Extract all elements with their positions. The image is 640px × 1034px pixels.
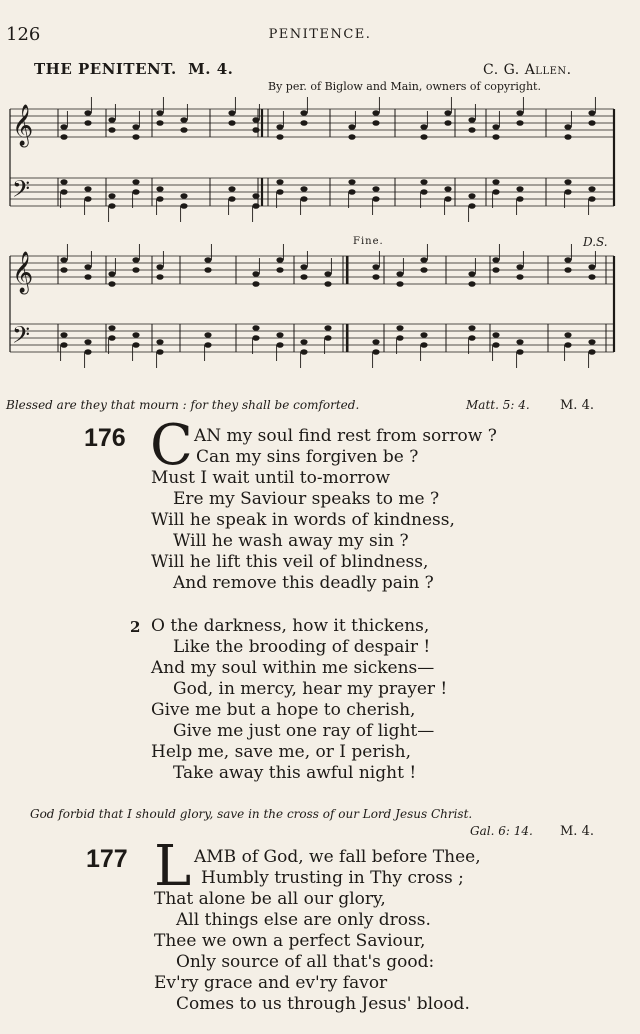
hymn-176-v1-line-5: Will he speak in words of kindness, xyxy=(151,510,455,530)
hymn-176-v2-line-3: And my soul within me sickens— xyxy=(151,658,435,678)
hymn-176-v1-line-8: And remove this deadly pain ? xyxy=(173,573,434,593)
hymn-176-v2-line-8: Take away this awful night ! xyxy=(173,763,417,783)
fine-mark: Fine. xyxy=(353,236,384,247)
hymn-176-v1-line-2: Can my sins forgiven be ? xyxy=(196,447,419,467)
hymn-176-v2-line-6: Give me just one ray of light— xyxy=(173,721,435,741)
hymn-177-v1-line-7: Ev'ry grace and ev'ry favor xyxy=(154,973,388,993)
hymn-176-v1-line-7: Will he lift this veil of blindness, xyxy=(151,552,429,572)
hymn-177-v1-line-3: That alone be all our glory, xyxy=(154,889,386,909)
hymn-177-v1-line-5: Thee we own a perfect Saviour, xyxy=(154,931,426,951)
tune-meter: M. 4. xyxy=(188,60,234,78)
copyright-notice: By per. of Biglow and Main, owners of copyright. xyxy=(268,80,541,93)
running-title: PENITENCE. xyxy=(268,27,372,42)
hymn-176-meter: M. 4. xyxy=(560,398,594,413)
hymn-176-v2-line-5: Give me but a hope to cherish, xyxy=(151,700,416,720)
hymn-177-v1-line-2: Humbly trusting in Thy cross ; xyxy=(201,868,464,888)
hymn-176-reference: Matt. 5: 4. xyxy=(466,398,530,412)
hymn-176-verse-2-number: 2 xyxy=(130,618,141,636)
hymn-177-number: 177 xyxy=(86,845,128,873)
hymn-176-v1-line-1: AN my soul find rest from sorrow ? xyxy=(194,426,497,446)
hymn-176-v1-line-3: Must I wait until to-morrow xyxy=(151,468,391,488)
tune-composer: C. G. Allen. xyxy=(483,62,572,78)
tune-title xyxy=(34,60,233,78)
svg-text:𝄞: 𝄞 xyxy=(12,252,34,293)
hymn-176-v2-line-2: Like the brooding of despair ! xyxy=(173,637,431,657)
svg-text:𝄢: 𝄢 xyxy=(12,321,31,354)
hymn-177-reference: Gal. 6: 14. xyxy=(470,824,533,838)
hymn-177-epigraph: God forbid that I should glory, save in the cross of our Lord Jesus Christ. xyxy=(30,807,473,821)
hymn-176-v2-line-7: Help me, save me, or I perish, xyxy=(151,742,411,762)
hymn-176-drop-cap: C xyxy=(150,413,193,478)
hymn-177-meter: M. 4. xyxy=(560,824,594,839)
hymn-176-v1-line-6: Will he wash away my sin ? xyxy=(173,531,409,551)
hymn-176-v1-line-4: Ere my Saviour speaks to me ? xyxy=(173,489,440,509)
music-score xyxy=(0,92,640,372)
hymn-177-v1-line-1: AMB of God, we fall before Thee, xyxy=(194,847,481,867)
hymn-177-drop-cap: L xyxy=(154,834,192,899)
tune-name: THE PENITENT. xyxy=(34,60,177,78)
hymn-177-v1-line-4: All things else are only dross. xyxy=(176,910,431,930)
hymn-176-v2-line-1: O the darkness, how it thickens, xyxy=(151,616,430,636)
svg-text:𝄞: 𝄞 xyxy=(12,105,34,146)
hymn-177-v1-line-6: Only source of all that's good: xyxy=(176,952,435,972)
ds-mark: D.S. xyxy=(583,235,608,249)
hymn-176-number: 176 xyxy=(84,424,126,452)
svg-text:𝄢: 𝄢 xyxy=(12,175,31,208)
page-number: 126 xyxy=(6,24,41,45)
hymn-176-epigraph: Blessed are they that mourn : for they shall be comforted. xyxy=(6,398,360,412)
hymn-176-v2-line-4: God, in mercy, hear my prayer ! xyxy=(173,679,448,699)
hymn-177-v1-line-8: Comes to us through Jesus' blood. xyxy=(176,994,470,1014)
